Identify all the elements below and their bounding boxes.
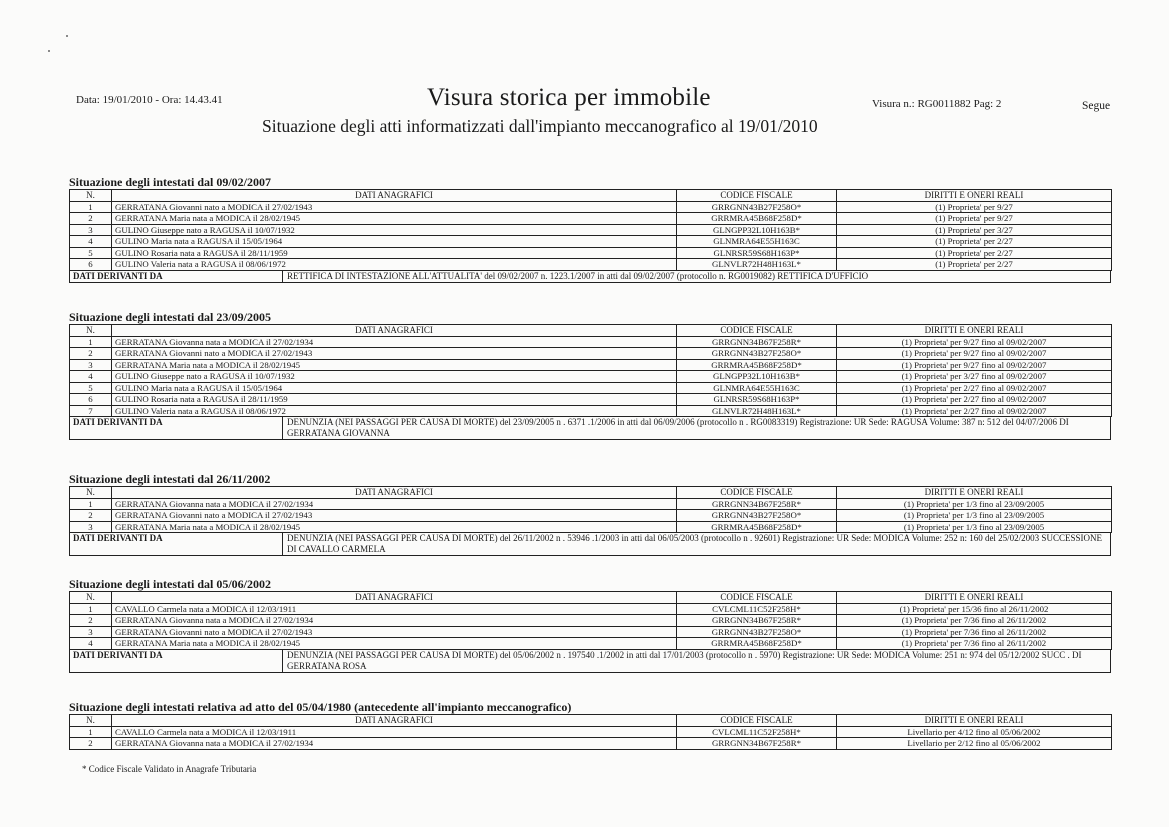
row-dati-anagrafici: GERRATANA Giovanni nato a MODICA il 27/02/1943 [112, 348, 677, 360]
row-number: 2 [70, 213, 112, 225]
row-codice-fiscale: GRRGNN34B67F258R* [677, 615, 837, 627]
dati-derivanti-row [69, 271, 1111, 283]
table-row [70, 236, 1112, 248]
row-codice-fiscale: GRRMRA45B68F258D* [677, 213, 837, 225]
row-number: 1 [70, 201, 112, 213]
row-dati-anagrafici: GULINO Giuseppe nato a RAGUSA il 10/07/1932 [112, 371, 677, 383]
scan-speck [48, 50, 50, 52]
row-diritti: (1) Proprieta' per 9/27 fino al 09/02/2007 [837, 348, 1112, 360]
table-row [70, 371, 1112, 383]
table-row [70, 213, 1112, 225]
row-number: 3 [70, 626, 112, 638]
row-codice-fiscale: GRRMRA45B68F258D* [677, 521, 837, 533]
intestati-table [69, 591, 1112, 650]
row-number: 1 [70, 603, 112, 615]
row-diritti: (1) Proprieta' per 9/27 fino al 09/02/2007 [837, 359, 1112, 371]
row-number: 1 [70, 498, 112, 510]
intestati-table [69, 486, 1112, 533]
row-diritti: (1) Proprieta' per 3/27 fino al 09/02/2007 [837, 371, 1112, 383]
table-row [70, 405, 1112, 417]
intestati-section [69, 473, 1111, 556]
table-row [70, 615, 1112, 627]
row-codice-fiscale: GRRMRA45B68F258D* [677, 638, 837, 650]
row-diritti: (1) Proprieta' per 9/27 fino al 09/02/2007 [837, 336, 1112, 348]
row-dati-anagrafici: GERRATANA Giovanni nato a MODICA il 27/02/1943 [112, 626, 677, 638]
table-row [70, 336, 1112, 348]
row-dati-anagrafici: GERRATANA Giovanna nata a MODICA il 27/02/1934 [112, 615, 677, 627]
row-dati-anagrafici: GERRATANA Giovanna nata a MODICA il 27/02/1934 [112, 336, 677, 348]
row-codice-fiscale: GLNRSR59S68H163P* [677, 394, 837, 406]
row-codice-fiscale: GRRGNN34B67F258R* [677, 738, 837, 750]
row-number: 2 [70, 738, 112, 750]
row-dati-anagrafici: CAVALLO Carmela nata a MODICA il 12/03/1911 [112, 603, 677, 615]
row-codice-fiscale: GLNGPP32L10H163B* [677, 224, 837, 236]
row-number: 5 [70, 247, 112, 259]
header-date: Data: 19/01/2010 - Ora: 14.43.41 [76, 94, 223, 106]
segue-label: Segue [1082, 100, 1111, 112]
table-row [70, 259, 1112, 271]
row-dati-anagrafici: GERRATANA Giovanna nata a MODICA il 27/02/1934 [112, 738, 677, 750]
row-diritti: (1) Proprieta' per 2/27 [837, 236, 1112, 248]
intestati-table [69, 189, 1112, 271]
row-dati-anagrafici: GULINO Maria nata a RAGUSA il 15/05/1964 [112, 236, 677, 248]
dati-derivanti-label: DATI DERIVANTI DA [73, 270, 163, 281]
row-number: 3 [70, 224, 112, 236]
row-number: 4 [70, 638, 112, 650]
column-header-dati: DATI ANAGRAFICI [112, 325, 677, 337]
row-codice-fiscale: GLNVLR72H48H163L* [677, 405, 837, 417]
row-codice-fiscale: GLNMRA64E55H163C [677, 236, 837, 248]
section-title: Situazione degli intestati dal 09/02/2007 [69, 175, 272, 189]
column-header-cf: CODICE FISCALE [677, 592, 837, 604]
row-dati-anagrafici: GULINO Giuseppe nato a RAGUSA il 10/07/1932 [112, 224, 677, 236]
row-codice-fiscale: CVLCML11C52F258H* [677, 603, 837, 615]
table-row [70, 224, 1112, 236]
table-row [70, 638, 1112, 650]
page-title: Visura storica per immobile [427, 84, 711, 111]
dati-derivanti-text: DENUNZIA (NEI PASSAGGI PER CAUSA DI MORTE) del 23/09/2005 n . 6371 .1/2006 in atti dal 06/09/2006 (protocollo n . RG0083319) Registrazione: UR Sede: RAGUSA Volume: 387 n: 512 del 04/07/2006 DI GERRATANA GIOVANNA [282, 417, 1110, 439]
row-diritti: (1) Proprieta' per 2/27 [837, 247, 1112, 259]
row-diritti: (1) Proprieta' per 2/27 [837, 259, 1112, 271]
row-dati-anagrafici: GERRATANA Maria nata a MODICA il 28/02/1945 [112, 638, 677, 650]
intestati-table [69, 324, 1112, 417]
table-row [70, 382, 1112, 394]
row-number: 3 [70, 359, 112, 371]
row-number: 6 [70, 394, 112, 406]
footnote: * Codice Fiscale Validato in Anagrafe Tributaria [82, 764, 257, 774]
row-diritti: (1) Proprieta' per 7/36 fino al 26/11/2002 [837, 615, 1112, 627]
row-codice-fiscale: GRRMRA45B68F258D* [677, 359, 837, 371]
table-row [70, 498, 1112, 510]
table-row [70, 626, 1112, 638]
row-diritti: (1) Proprieta' per 2/27 fino al 09/02/2007 [837, 394, 1112, 406]
row-number: 1 [70, 336, 112, 348]
dati-derivanti-row [69, 650, 1111, 673]
row-diritti: Livellario per 4/12 fino al 05/06/2002 [837, 726, 1112, 738]
row-codice-fiscale: CVLCML11C52F258H* [677, 726, 837, 738]
column-header-diritti: DIRITTI E ONERI REALI [837, 592, 1112, 604]
row-codice-fiscale: GRRGNN43B27F258O* [677, 348, 837, 360]
intestati-section [69, 176, 1111, 283]
table-row [70, 726, 1112, 738]
row-number: 7 [70, 405, 112, 417]
table-row [70, 394, 1112, 406]
row-diritti: (1) Proprieta' per 9/27 [837, 201, 1112, 213]
section-title: Situazione degli intestati dal 26/11/2002 [69, 472, 271, 486]
table-row [70, 510, 1112, 522]
row-dati-anagrafici: GERRATANA Maria nata a MODICA il 28/02/1945 [112, 213, 677, 225]
column-header-diritti: DIRITTI E ONERI REALI [837, 325, 1112, 337]
table-row [70, 603, 1112, 615]
row-dati-anagrafici: GERRATANA Giovanni nato a MODICA il 27/02/1943 [112, 510, 677, 522]
row-dati-anagrafici: GULINO Rosaria nata a RAGUSA il 28/11/1959 [112, 247, 677, 259]
row-number: 5 [70, 382, 112, 394]
row-codice-fiscale: GLNGPP32L10H163B* [677, 371, 837, 383]
row-number: 2 [70, 348, 112, 360]
dati-derivanti-row [69, 533, 1111, 556]
dati-derivanti-text: RETTIFICA DI INTESTAZIONE ALL'ATTUALITA' del 09/02/2007 n. 1223.1/2007 in atti dal 09/02/2007 (protocollo n. RG0019082) RETTIFICA D'UFFICIO [282, 271, 1110, 282]
column-header-dati: DATI ANAGRAFICI [112, 715, 677, 727]
table-row [70, 738, 1112, 750]
intestati-section [69, 578, 1111, 673]
column-header-n: N. [70, 190, 112, 202]
row-diritti: (1) Proprieta' per 15/36 fino al 26/11/2002 [837, 603, 1112, 615]
intestati-section [69, 701, 1111, 750]
table-row [70, 201, 1112, 213]
row-diritti: (1) Proprieta' per 2/27 fino al 09/02/2007 [837, 382, 1112, 394]
table-row [70, 359, 1112, 371]
row-dati-anagrafici: GERRATANA Giovanna nata a MODICA il 27/02/1934 [112, 498, 677, 510]
column-header-diritti: DIRITTI E ONERI REALI [837, 487, 1112, 499]
table-row [70, 247, 1112, 259]
column-header-cf: CODICE FISCALE [677, 487, 837, 499]
row-number: 2 [70, 510, 112, 522]
row-dati-anagrafici: GULINO Rosaria nata a RAGUSA il 28/11/1959 [112, 394, 677, 406]
row-dati-anagrafici: GERRATANA Giovanni nato a MODICA il 27/02/1943 [112, 201, 677, 213]
column-header-n: N. [70, 592, 112, 604]
row-codice-fiscale: GLNRSR59S68H163P* [677, 247, 837, 259]
row-diritti: (1) Proprieta' per 1/3 fino al 23/09/2005 [837, 510, 1112, 522]
row-codice-fiscale: GLNVLR72H48H163L* [677, 259, 837, 271]
intestati-table [69, 714, 1112, 750]
row-number: 3 [70, 521, 112, 533]
section-title: Situazione degli intestati dal 23/09/2005 [69, 310, 272, 324]
dati-derivanti-label: DATI DERIVANTI DA [73, 649, 163, 660]
row-diritti: (1) Proprieta' per 1/3 fino al 23/09/2005 [837, 498, 1112, 510]
visura-number: Visura n.: RG0011882 Pag: 2 [872, 98, 1002, 110]
column-header-n: N. [70, 325, 112, 337]
column-header-cf: CODICE FISCALE [677, 715, 837, 727]
column-header-n: N. [70, 487, 112, 499]
dati-derivanti-text: DENUNZIA (NEI PASSAGGI PER CAUSA DI MORTE) del 26/11/2002 n . 53946 .1/2003 in atti dal 06/05/2003 (protocollo n . 92601) Registrazione: UR Sede: MODICA Volume: 252 n: 160 del 25/02/2003 SUCCESSIONE DI CAVALLO CARMELA [282, 533, 1110, 555]
row-codice-fiscale: GRRGNN34B67F258R* [677, 498, 837, 510]
row-dati-anagrafici: GULINO Maria nata a RAGUSA il 15/05/1964 [112, 382, 677, 394]
row-diritti: (1) Proprieta' per 7/36 fino al 26/11/2002 [837, 638, 1112, 650]
row-dati-anagrafici: GULINO Valeria nata a RAGUSA il 08/06/1972 [112, 405, 677, 417]
row-diritti: (1) Proprieta' per 9/27 [837, 213, 1112, 225]
column-header-dati: DATI ANAGRAFICI [112, 190, 677, 202]
column-header-cf: CODICE FISCALE [677, 325, 837, 337]
intestati-section [69, 311, 1111, 440]
row-codice-fiscale: GRRGNN34B67F258R* [677, 336, 837, 348]
page-subtitle: Situazione degli atti informatizzati dall'impianto meccanografico al 19/01/2010 [262, 116, 818, 136]
dati-derivanti-row [69, 417, 1111, 440]
column-header-n: N. [70, 715, 112, 727]
row-dati-anagrafici: CAVALLO Carmela nata a MODICA il 12/03/1911 [112, 726, 677, 738]
row-codice-fiscale: GRRGNN43B27F258O* [677, 510, 837, 522]
column-header-dati: DATI ANAGRAFICI [112, 592, 677, 604]
row-codice-fiscale: GRRGNN43B27F258O* [677, 626, 837, 638]
row-number: 4 [70, 371, 112, 383]
column-header-diritti: DIRITTI E ONERI REALI [837, 190, 1112, 202]
section-title: Situazione degli intestati relativa ad atto del 05/04/1980 (antecedente all'impianto meccanografico) [69, 700, 572, 714]
row-diritti: (1) Proprieta' per 3/27 [837, 224, 1112, 236]
row-diritti: (1) Proprieta' per 7/36 fino al 26/11/2002 [837, 626, 1112, 638]
table-row [70, 348, 1112, 360]
row-codice-fiscale: GRRGNN43B27F258O* [677, 201, 837, 213]
row-dati-anagrafici: GERRATANA Maria nata a MODICA il 28/02/1945 [112, 359, 677, 371]
row-diritti: (1) Proprieta' per 2/27 fino al 09/02/2007 [837, 405, 1112, 417]
row-number: 6 [70, 259, 112, 271]
row-number: 4 [70, 236, 112, 248]
dati-derivanti-text: DENUNZIA (NEI PASSAGGI PER CAUSA DI MORTE) del 05/06/2002 n . 197540 .1/2002 in atti dal 17/01/2003 (protocollo n . 5970) Registrazione: UR Sede: MODICA Volume: 251 n: 974 del 05/12/2002 SUCC . DI GERRATANA ROSA [282, 650, 1110, 672]
column-header-cf: CODICE FISCALE [677, 190, 837, 202]
column-header-dati: DATI ANAGRAFICI [112, 487, 677, 499]
row-diritti: (1) Proprieta' per 1/3 fino al 23/09/2005 [837, 521, 1112, 533]
row-dati-anagrafici: GULINO Valeria nata a RAGUSA il 08/06/1972 [112, 259, 677, 271]
dati-derivanti-label: DATI DERIVANTI DA [73, 533, 163, 543]
column-header-diritti: DIRITTI E ONERI REALI [837, 715, 1112, 727]
row-number: 2 [70, 615, 112, 627]
row-codice-fiscale: GLNMRA64E55H163C [677, 382, 837, 394]
row-dati-anagrafici: GERRATANA Maria nata a MODICA il 28/02/1945 [112, 521, 677, 533]
scan-speck [66, 35, 68, 37]
table-row [70, 521, 1112, 533]
dati-derivanti-label: DATI DERIVANTI DA [73, 417, 163, 427]
row-diritti: Livellario per 2/12 fino al 05/06/2002 [837, 738, 1112, 750]
row-number: 1 [70, 726, 112, 738]
section-title: Situazione degli intestati dal 05/06/2002 [69, 577, 272, 591]
